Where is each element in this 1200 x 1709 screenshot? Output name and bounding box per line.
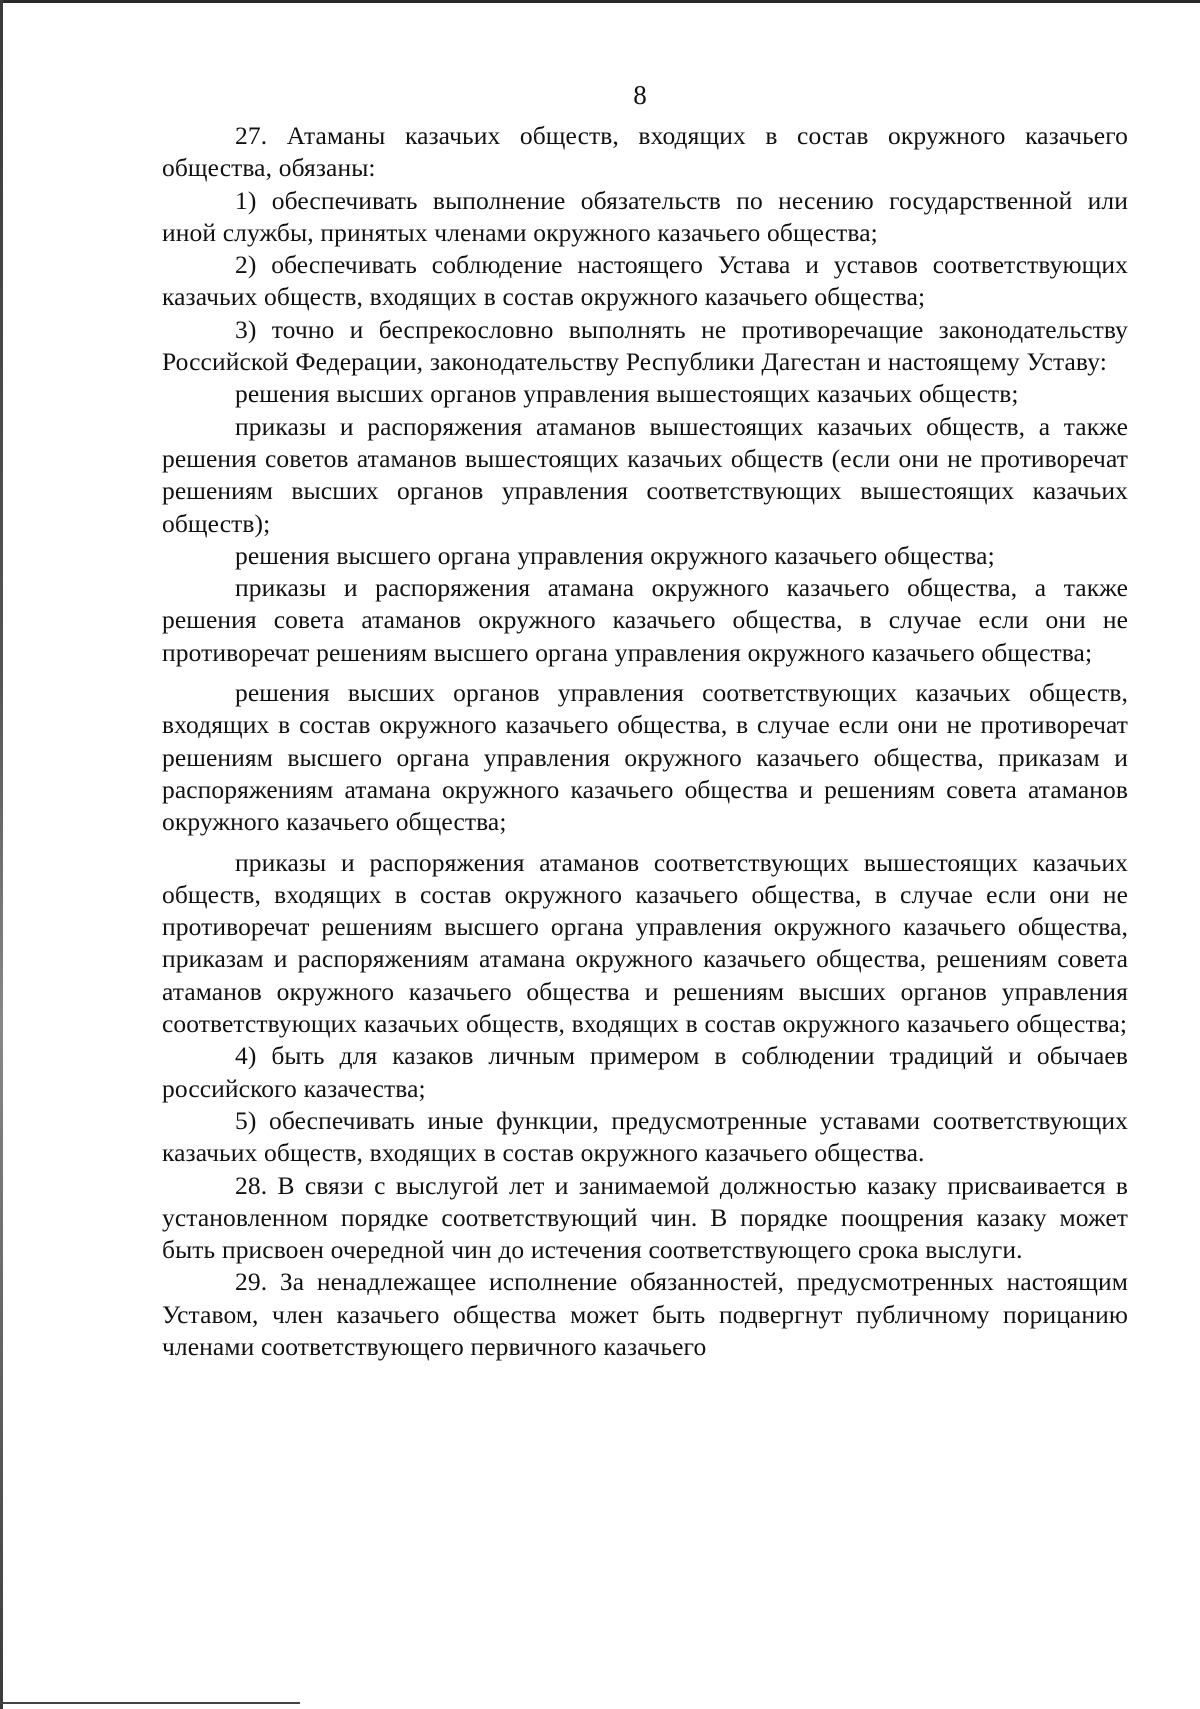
paragraph-27-item-3-sub-2: приказы и распоряжения атаманов вышестоящих казачьих обществ, а также решения советов атаманов вышестоящих казачьих обществ (если они не противоречат решениям высших органов управления соответствующих вышестоящих казачьих обществ); bbox=[162, 411, 1128, 538]
paragraph-27-item-3-sub-3: решения высшего органа управления окружного казачьего общества; bbox=[235, 540, 995, 570]
document-body bbox=[162, 120, 1128, 1363]
paragraph-27-item-2: 2) обеспечивать соблюдение настоящего Устава и уставов соответствующих казачьих обществ, входящих в состав окружного казачьего общества; bbox=[162, 250, 1128, 312]
scan-edge-left bbox=[0, 0, 3, 1709]
scan-edge-bottom bbox=[0, 1702, 300, 1704]
paragraph-27-item-4: 4) быть для казаков личным примером в соблюдении традиций и обычаев российского казачества; bbox=[162, 1041, 1128, 1103]
paragraph-27-item-1: 1) обеспечивать выполнение обязательств по несению государственной или иной службы, принятых членами окружного казачьего общества; bbox=[162, 185, 1128, 247]
scan-edge-top bbox=[0, 0, 1200, 3]
paragraph-27-item-3-sub-4: приказы и распоряжения атамана окружного казачьего общества, а также решения совета атаманов окружного казачьего общества, в случае если они не противоречат решениям высшего органа управления окружного казачьего общества; bbox=[162, 573, 1128, 667]
page-number: 8 bbox=[633, 80, 647, 110]
paragraph-27-item-5: 5) обеспечивать иные функции, предусмотренные уставами соответствующих казачьих обществ, входящих в состав окружного казачьего общества. bbox=[162, 1105, 1128, 1168]
paragraph-27-item-3-sub-1: решения высших органов управления вышестоящих казачьих обществ; bbox=[235, 379, 1019, 409]
paragraph-29: 29. За ненадлежащее исполнение обязанностей, предусмотренных настоящим Уставом, член казачьего общества может быть подвергнут публичному порицанию членами соответствующего первичного казачьего bbox=[162, 1267, 1128, 1361]
paragraph-27: 27. Атаманы казачьих обществ, входящих в состав окружного казачьего общества, обязаны: bbox=[162, 121, 1128, 183]
paragraph-27-item-3: 3) точно и беспрекословно выполнять не противоречащие законодательству Российской Федерации, законодательству Республики Дагестан и настоящему Уставу: bbox=[162, 314, 1128, 377]
paragraph-28: 28. В связи с выслугой лет и занимаемой должностью казаку присваивается в установленном порядке соответствующий чин. В порядке поощрения казаку может быть присвоен очередной чин до истечения соответствующего срока выслуги. bbox=[162, 1170, 1128, 1265]
paragraph-27-item-3-sub-6: приказы и распоряжения атаманов соответствующих вышестоящих казачьих обществ, входящих в состав окружного казачьего общества, в случае если они не противоречат решениям высшего органа управления окружного казачьего общества, приказам и распоряжениям атамана окружного казачьего общества, решениям совета атаманов окружного казачьего общества и решениям высших органов управления соответствующих казачьих обществ, входящих в состав окружного казачьего общества; bbox=[162, 847, 1128, 1039]
paragraph-27-item-3-sub-5: решения высших органов управления соответствующих казачьих обществ, входящих в состав окружного казачьего общества, в случае если они не противоречат решениям высшего органа управления окружного казачьего общества, приказам и распоряжениям атамана окружного казачьего общества и решениям совета атаманов окружного казачьего общества; bbox=[162, 678, 1128, 837]
